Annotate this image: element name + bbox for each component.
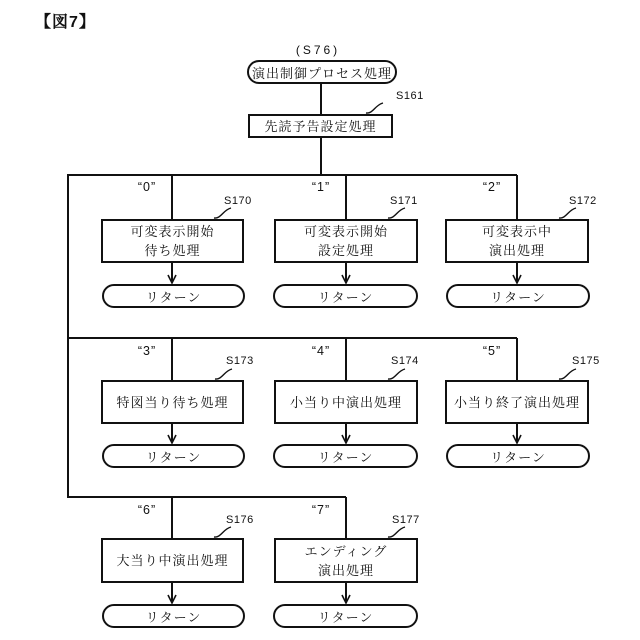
process-box-s176 [101,538,244,583]
process-box-s174 [274,380,418,424]
return-terminal-0: リターン [102,284,245,308]
step-label-s177: S177 [392,514,420,526]
return-terminal-2: リターン [446,284,590,308]
step-label-s161: S161 [396,90,424,102]
return-terminal-7: リターン [273,604,418,628]
process-text: 小当り中演出処理 [289,394,402,410]
branch-case-4: “4” [311,344,331,358]
process-box-s161: 先読予告設定処理 [248,114,393,138]
branch-case-7: “7” [311,503,331,517]
process-text: 可変表示中 [481,224,552,239]
process-text: 演出処理 [317,562,374,578]
branch-case-2: “2” [482,180,502,194]
process-box-s171 [274,219,418,263]
process-text: 小当り終了演出処理 [453,394,580,410]
process-text: 演出処理 [488,243,545,258]
process-box-s170 [101,219,244,263]
step-label-s171: S171 [390,195,418,207]
process-box-s177 [274,538,418,583]
process-text: 可変表示開始 [130,224,215,239]
step-label-s174: S174 [391,355,419,367]
process-text: 可変表示開始 [303,224,388,239]
process-text: 特図当り待ち処理 [116,394,229,410]
branch-case-0: “0” [137,180,157,194]
return-terminal-4: リターン [273,444,418,468]
return-terminal-3: リターン [102,444,245,468]
branch-case-1: “1” [311,180,331,194]
return-terminal-1: リターン [273,284,418,308]
start-step-ref: (S76) [295,43,341,57]
start-terminal: 演出制御プロセス処理 [247,60,397,84]
process-text: エンディング [304,543,388,559]
process-text: 設定処理 [317,243,374,258]
step-label-s170: S170 [224,195,252,207]
step-label-s172: S172 [569,195,597,207]
step-label-s176: S176 [226,514,254,526]
process-box-s173 [101,380,244,424]
process-text: 待ち処理 [144,243,201,258]
process-box-s175 [445,380,589,424]
step-label-s173: S173 [226,355,254,367]
process-box-s172 [445,219,589,263]
return-terminal-5: リターン [446,444,590,468]
branch-case-6: “6” [137,503,157,517]
branch-case-3: “3” [137,344,157,358]
process-text: 大当り中演出処理 [116,553,229,568]
branch-case-5: “5” [482,344,502,358]
return-terminal-6: リターン [102,604,245,628]
step-label-s175: S175 [572,355,600,367]
figure-title: 【図7】 [35,14,96,31]
